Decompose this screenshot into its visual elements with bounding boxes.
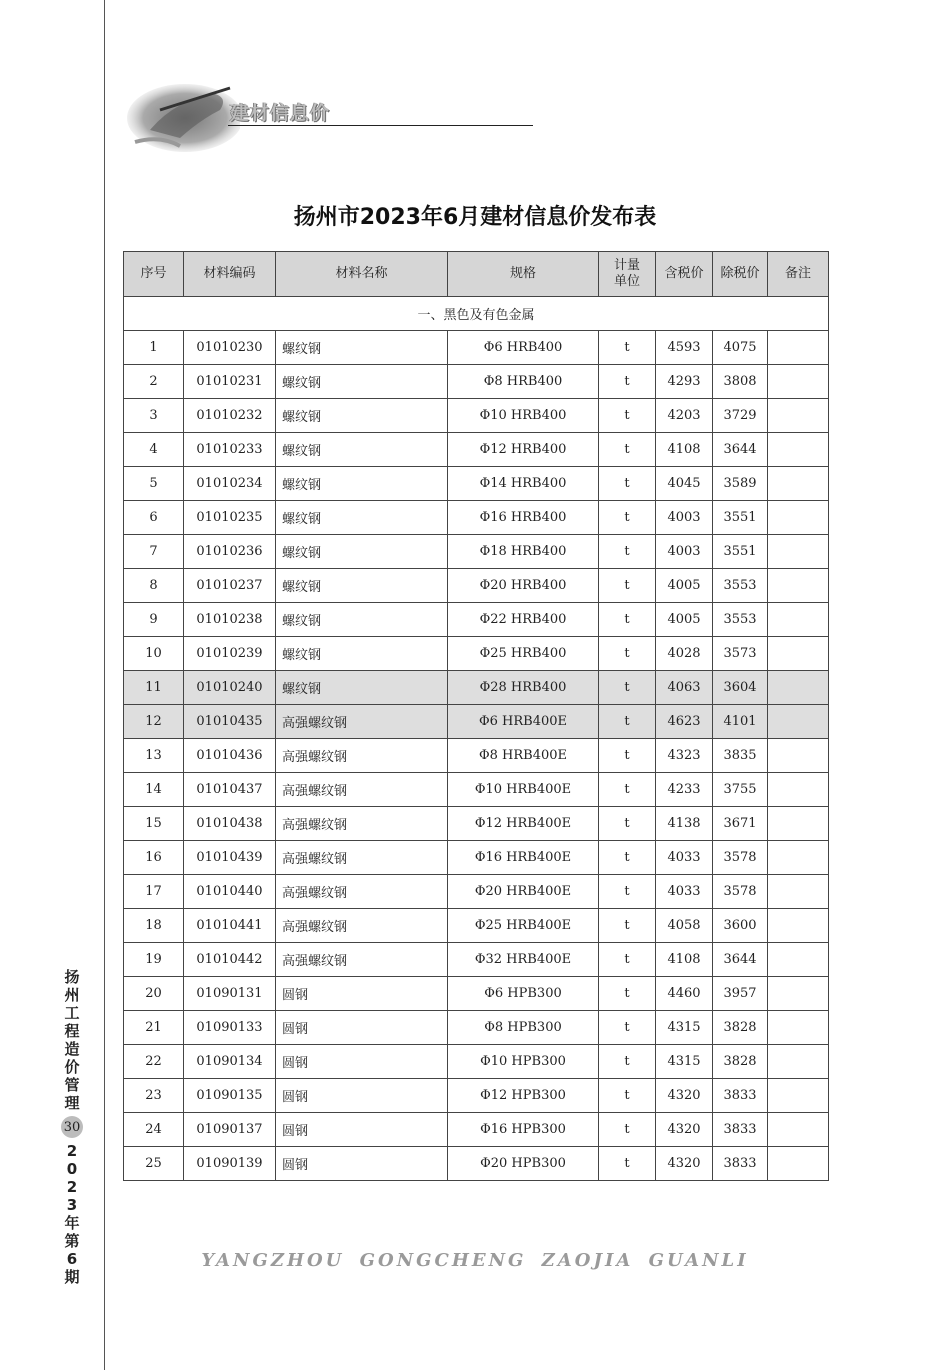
cell-seq: 25: [124, 1147, 184, 1181]
table-row: [124, 331, 829, 365]
cell-name: 螺纹钢: [276, 569, 448, 603]
header-spec: 规格: [448, 252, 599, 297]
cell-spec: Φ20 HRB400E: [448, 875, 599, 909]
side-journal-label: [57, 968, 87, 1286]
cell-unit: t: [599, 909, 656, 943]
cell-code: 01090131: [184, 977, 276, 1011]
cell-price-tax: 4045: [656, 467, 713, 501]
cell-code: 01010435: [184, 705, 276, 739]
cell-unit: t: [599, 365, 656, 399]
cell-spec: Φ6 HRB400E: [448, 705, 599, 739]
journal-char: 程: [64, 1022, 80, 1040]
cell-code: 01010231: [184, 365, 276, 399]
cell-price-notax: 3671: [713, 807, 768, 841]
cell-price-notax: 3828: [713, 1011, 768, 1045]
issue-char: 第: [64, 1232, 80, 1250]
header-price-tax: 含税价: [656, 252, 713, 297]
header-code: 材料编码: [184, 252, 276, 297]
cell-spec: Φ18 HRB400: [448, 535, 599, 569]
cell-name: 圆钢: [276, 1011, 448, 1045]
table-row: [124, 637, 829, 671]
journal-char: 州: [64, 986, 80, 1004]
cell-remark: [768, 331, 829, 365]
cell-price-tax: 4593: [656, 331, 713, 365]
cell-price-tax: 4293: [656, 365, 713, 399]
cell-seq: 20: [124, 977, 184, 1011]
table-row: [124, 841, 829, 875]
cell-unit: t: [599, 841, 656, 875]
table-row: [124, 739, 829, 773]
issue-char: 期: [64, 1268, 80, 1286]
cell-code: 01010238: [184, 603, 276, 637]
cell-code: 01010239: [184, 637, 276, 671]
cell-price-notax: 3755: [713, 773, 768, 807]
table-row: [124, 1147, 829, 1181]
footer-journal-name: YANGZHOU GONGCHENG ZAOJIA GUANLI: [201, 1250, 749, 1271]
cell-price-tax: 4058: [656, 909, 713, 943]
cell-unit: t: [599, 501, 656, 535]
cell-spec: Φ16 HPB300: [448, 1113, 599, 1147]
cell-price-tax: 4323: [656, 739, 713, 773]
cell-code: 01010234: [184, 467, 276, 501]
cell-unit: t: [599, 467, 656, 501]
cell-remark: [768, 433, 829, 467]
cell-spec: Φ8 HPB300: [448, 1011, 599, 1045]
cell-spec: Φ8 HRB400E: [448, 739, 599, 773]
table-row: [124, 943, 829, 977]
table-row: [124, 535, 829, 569]
table-row: [124, 1079, 829, 1113]
cell-price-tax: 4233: [656, 773, 713, 807]
cell-spec: Φ12 HRB400E: [448, 807, 599, 841]
cell-seq: 24: [124, 1113, 184, 1147]
cell-spec: Φ22 HRB400: [448, 603, 599, 637]
cell-price-notax: 3573: [713, 637, 768, 671]
cell-price-notax: 3833: [713, 1147, 768, 1181]
cell-unit: t: [599, 603, 656, 637]
cell-name: 高强螺纹钢: [276, 705, 448, 739]
table-row: [124, 807, 829, 841]
cell-seq: 22: [124, 1045, 184, 1079]
cell-code: 01010436: [184, 739, 276, 773]
header-name: 材料名称: [276, 252, 448, 297]
issue-char: 年: [64, 1214, 80, 1232]
cell-code: 01010233: [184, 433, 276, 467]
cell-spec: Φ14 HRB400: [448, 467, 599, 501]
table-row: [124, 1011, 829, 1045]
cell-price-tax: 4623: [656, 705, 713, 739]
cell-unit: t: [599, 399, 656, 433]
cell-price-notax: 3589: [713, 467, 768, 501]
table-row: [124, 467, 829, 501]
cell-price-tax: 4320: [656, 1079, 713, 1113]
cell-remark: [768, 773, 829, 807]
issue-char: 2: [66, 1178, 78, 1196]
cell-seq: 1: [124, 331, 184, 365]
cell-price-notax: 3828: [713, 1045, 768, 1079]
cell-code: 01090133: [184, 1011, 276, 1045]
cell-unit: t: [599, 569, 656, 603]
cell-seq: 23: [124, 1079, 184, 1113]
cell-price-tax: 4028: [656, 637, 713, 671]
cell-name: 圆钢: [276, 977, 448, 1011]
cell-remark: [768, 1045, 829, 1079]
cell-seq: 3: [124, 399, 184, 433]
cell-price-notax: 3729: [713, 399, 768, 433]
cell-spec: Φ6 HRB400: [448, 331, 599, 365]
table-row: [124, 773, 829, 807]
table-row: [124, 875, 829, 909]
journal-char: 价: [64, 1058, 80, 1076]
cell-code: 01010442: [184, 943, 276, 977]
cell-seq: 13: [124, 739, 184, 773]
cell-spec: Φ16 HRB400: [448, 501, 599, 535]
issue-char: 0: [66, 1160, 78, 1178]
table-row: [124, 603, 829, 637]
journal-char: 造: [64, 1040, 80, 1058]
cell-seq: 9: [124, 603, 184, 637]
header-unit-line1: 计量: [613, 258, 640, 273]
hand-writing-photo-icon: [120, 80, 240, 152]
section-label: 建材信息价: [230, 102, 331, 124]
journal-char: 工: [64, 1004, 80, 1022]
cell-seq: 6: [124, 501, 184, 535]
cell-name: 圆钢: [276, 1079, 448, 1113]
cell-price-notax: 3551: [713, 501, 768, 535]
header-unit-line2: 单位: [613, 274, 640, 289]
cell-code: 01010438: [184, 807, 276, 841]
cell-unit: t: [599, 1147, 656, 1181]
cell-name: 螺纹钢: [276, 365, 448, 399]
header-unit: [599, 252, 656, 297]
cell-unit: t: [599, 739, 656, 773]
cell-code: 01010437: [184, 773, 276, 807]
cell-seq: 10: [124, 637, 184, 671]
table-row: [124, 1113, 829, 1147]
cell-remark: [768, 1079, 829, 1113]
table-row: [124, 977, 829, 1011]
cell-seq: 11: [124, 671, 184, 705]
cell-price-notax: 3604: [713, 671, 768, 705]
cell-price-notax: 3600: [713, 909, 768, 943]
cell-unit: t: [599, 1045, 656, 1079]
cell-spec: Φ28 HRB400: [448, 671, 599, 705]
cell-seq: 19: [124, 943, 184, 977]
cell-name: 高强螺纹钢: [276, 773, 448, 807]
header-price-notax: 除税价: [713, 252, 768, 297]
cell-code: 01010235: [184, 501, 276, 535]
cell-seq: 7: [124, 535, 184, 569]
cell-name: 高强螺纹钢: [276, 909, 448, 943]
table-row: [124, 671, 829, 705]
issue-char: 3: [66, 1196, 78, 1214]
cell-unit: t: [599, 637, 656, 671]
table-header-row: [124, 252, 829, 297]
cell-seq: 17: [124, 875, 184, 909]
header-seq: 序号: [124, 252, 184, 297]
cell-price-tax: 4138: [656, 807, 713, 841]
cell-remark: [768, 977, 829, 1011]
cell-price-notax: 3808: [713, 365, 768, 399]
cell-seq: 18: [124, 909, 184, 943]
cell-seq: 12: [124, 705, 184, 739]
cell-remark: [768, 1147, 829, 1181]
cell-price-tax: 4063: [656, 671, 713, 705]
cell-unit: t: [599, 807, 656, 841]
cell-unit: t: [599, 331, 656, 365]
cell-remark: [768, 1113, 829, 1147]
table-row: [124, 433, 829, 467]
cell-price-notax: 3833: [713, 1113, 768, 1147]
cell-price-notax: 3644: [713, 943, 768, 977]
cell-unit: t: [599, 535, 656, 569]
cell-price-notax: 3957: [713, 977, 768, 1011]
cell-seq: 8: [124, 569, 184, 603]
journal-char: 理: [64, 1094, 80, 1112]
cell-code: 01010240: [184, 671, 276, 705]
page-number-badge: 30: [61, 1116, 83, 1138]
header-rule: [228, 125, 533, 126]
cell-spec: Φ10 HRB400: [448, 399, 599, 433]
cell-name: 高强螺纹钢: [276, 943, 448, 977]
cell-remark: [768, 807, 829, 841]
cell-price-tax: 4460: [656, 977, 713, 1011]
cell-price-notax: 4075: [713, 331, 768, 365]
cell-remark: [768, 569, 829, 603]
cell-price-tax: 4033: [656, 841, 713, 875]
cell-name: 高强螺纹钢: [276, 841, 448, 875]
cell-price-tax: 4003: [656, 535, 713, 569]
cell-price-tax: 4108: [656, 433, 713, 467]
cell-code: 01090135: [184, 1079, 276, 1113]
header-remark: 备注: [768, 252, 829, 297]
cell-unit: t: [599, 433, 656, 467]
cell-remark: [768, 603, 829, 637]
cell-seq: 16: [124, 841, 184, 875]
cell-spec: Φ16 HRB400E: [448, 841, 599, 875]
cell-remark: [768, 671, 829, 705]
cell-spec: Φ10 HPB300: [448, 1045, 599, 1079]
cell-spec: Φ12 HPB300: [448, 1079, 599, 1113]
cell-spec: Φ32 HRB400E: [448, 943, 599, 977]
cell-remark: [768, 467, 829, 501]
cell-spec: Φ6 HPB300: [448, 977, 599, 1011]
cell-name: 螺纹钢: [276, 331, 448, 365]
cell-price-notax: 4101: [713, 705, 768, 739]
section-title: 一、黑色及有色金属: [124, 297, 829, 331]
cell-code: 01010236: [184, 535, 276, 569]
cell-unit: t: [599, 875, 656, 909]
cell-price-tax: 4005: [656, 569, 713, 603]
cell-unit: t: [599, 1011, 656, 1045]
cell-code: 01010439: [184, 841, 276, 875]
cell-price-notax: 3835: [713, 739, 768, 773]
cell-remark: [768, 535, 829, 569]
cell-price-notax: 3644: [713, 433, 768, 467]
cell-name: 圆钢: [276, 1113, 448, 1147]
cell-price-notax: 3578: [713, 841, 768, 875]
cell-unit: t: [599, 671, 656, 705]
cell-name: 螺纹钢: [276, 637, 448, 671]
cell-name: 螺纹钢: [276, 603, 448, 637]
journal-char: 扬: [64, 968, 80, 986]
cell-price-notax: 3551: [713, 535, 768, 569]
cell-price-tax: 4108: [656, 943, 713, 977]
table-row: [124, 909, 829, 943]
cell-unit: t: [599, 773, 656, 807]
journal-char: 管: [64, 1076, 80, 1094]
cell-code: 01090139: [184, 1147, 276, 1181]
cell-name: 螺纹钢: [276, 399, 448, 433]
cell-price-tax: 4005: [656, 603, 713, 637]
cell-seq: 2: [124, 365, 184, 399]
cell-price-tax: 4315: [656, 1011, 713, 1045]
cell-price-tax: 4320: [656, 1113, 713, 1147]
cell-spec: Φ20 HPB300: [448, 1147, 599, 1181]
cell-unit: t: [599, 705, 656, 739]
cell-remark: [768, 943, 829, 977]
cell-price-notax: 3578: [713, 875, 768, 909]
cell-price-tax: 4320: [656, 1147, 713, 1181]
table-row: [124, 399, 829, 433]
cell-remark: [768, 739, 829, 773]
cell-remark: [768, 637, 829, 671]
cell-code: 01090137: [184, 1113, 276, 1147]
section-row: [124, 297, 829, 331]
cell-name: 螺纹钢: [276, 433, 448, 467]
cell-unit: t: [599, 977, 656, 1011]
cell-unit: t: [599, 1079, 656, 1113]
cell-name: 高强螺纹钢: [276, 807, 448, 841]
table-row: [124, 501, 829, 535]
cell-remark: [768, 841, 829, 875]
cell-name: 螺纹钢: [276, 467, 448, 501]
cell-remark: [768, 365, 829, 399]
table-row: [124, 705, 829, 739]
cell-code: 01010237: [184, 569, 276, 603]
cell-price-notax: 3553: [713, 603, 768, 637]
issue-char: 2: [66, 1142, 78, 1160]
cell-price-notax: 3553: [713, 569, 768, 603]
cell-remark: [768, 1011, 829, 1045]
issue-char: 6: [66, 1250, 78, 1268]
cell-code: 01090134: [184, 1045, 276, 1079]
cell-unit: t: [599, 1113, 656, 1147]
cell-code: 01010232: [184, 399, 276, 433]
cell-name: 高强螺纹钢: [276, 739, 448, 773]
cell-remark: [768, 875, 829, 909]
cell-name: 螺纹钢: [276, 535, 448, 569]
cell-price-notax: 3833: [713, 1079, 768, 1113]
cell-code: 01010441: [184, 909, 276, 943]
cell-price-tax: 4203: [656, 399, 713, 433]
cell-remark: [768, 909, 829, 943]
table-row: [124, 569, 829, 603]
cell-remark: [768, 501, 829, 535]
cell-unit: t: [599, 943, 656, 977]
cell-spec: Φ25 HRB400E: [448, 909, 599, 943]
cell-code: 01010440: [184, 875, 276, 909]
cell-remark: [768, 705, 829, 739]
cell-seq: 5: [124, 467, 184, 501]
cell-seq: 21: [124, 1011, 184, 1045]
cell-seq: 15: [124, 807, 184, 841]
cell-seq: 4: [124, 433, 184, 467]
table-row: [124, 1045, 829, 1079]
cell-spec: Φ12 HRB400: [448, 433, 599, 467]
page-title: 扬州市2023年6月建材信息价发布表: [293, 205, 657, 230]
cell-remark: [768, 399, 829, 433]
cell-spec: Φ8 HRB400: [448, 365, 599, 399]
cell-spec: Φ20 HRB400: [448, 569, 599, 603]
cell-name: 圆钢: [276, 1147, 448, 1181]
cell-name: 圆钢: [276, 1045, 448, 1079]
cell-name: 高强螺纹钢: [276, 875, 448, 909]
cell-name: 螺纹钢: [276, 501, 448, 535]
price-table: [123, 251, 829, 1181]
table-row: [124, 365, 829, 399]
cell-price-tax: 4033: [656, 875, 713, 909]
cell-price-tax: 4003: [656, 501, 713, 535]
cell-spec: Φ25 HRB400: [448, 637, 599, 671]
cell-code: 01010230: [184, 331, 276, 365]
cell-price-tax: 4315: [656, 1045, 713, 1079]
cell-name: 螺纹钢: [276, 671, 448, 705]
cell-spec: Φ10 HRB400E: [448, 773, 599, 807]
cell-seq: 14: [124, 773, 184, 807]
